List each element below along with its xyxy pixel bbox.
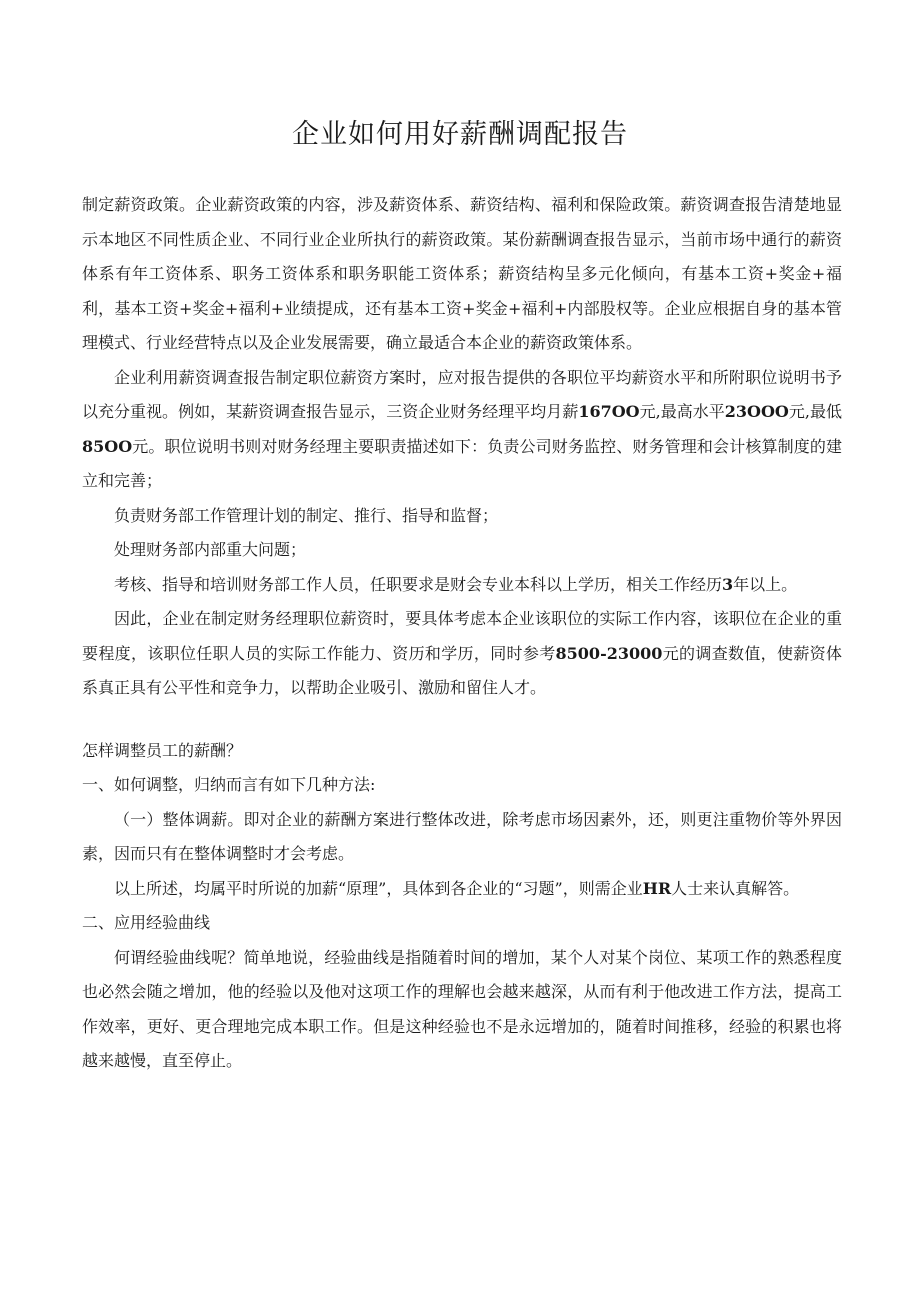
- document-body: [82, 188, 842, 1079]
- paragraph-experience-curve: 何谓经验曲线呢？简单地说，经验曲线是指随着时间的增加，某个人对某个岗位、某项工作的熟悉程度也必然会随之增加，他的经验以及他对这项工作的理解也会越来越深，从而有利于他改进工作方法，提高工作效率，更好、更合理地完成本职工作。但是这种经验也不是永远增加的，随着时间推移，经验的积累也将越来越慢，直至停止。: [82, 947, 842, 1070]
- salary-range-value: 8500-23000: [555, 643, 663, 663]
- section-heading-adjust: 怎样调整员工的薪酬？: [82, 740, 243, 760]
- paragraph-conclusion: [82, 602, 842, 706]
- paragraph-duty-training: [82, 568, 842, 603]
- document-title: 企业如何用好薪酬调配报告: [292, 119, 628, 150]
- experience-years: 3: [722, 574, 734, 594]
- text-segment: 元,最低: [788, 402, 842, 421]
- paragraph-overall-adjustment: （一）整体调薪。即对企业的薪酬方案进行整体改进，除考虑市场因素外，还，则更注重物价等外界因素，因而只有在整体调整时才会考虑。: [82, 809, 842, 863]
- subheading-experience-curve: 二、应用经验曲线: [82, 913, 211, 932]
- paragraph-duty-issues: 处理财务部内部重大问题；: [114, 540, 307, 559]
- paragraph-position-salary: [82, 361, 842, 499]
- hr-term: HR: [642, 878, 672, 898]
- text-segment: 元。职位说明书则对财务经理主要职责描述如下：负责公司财务监控、财务管理和会计核算制度的建立和完善；: [82, 436, 842, 490]
- text-segment: 考核、指导和培训财务部工作人员，任职要求是财会专业本科以上学历，相关工作经历: [114, 574, 723, 594]
- text-segment: 元,最高水平: [639, 402, 725, 421]
- text-segment: 元的调查数值，使薪资体系真正具有公平性和竞争力，以帮助企业吸引、激励和留住人才。: [82, 643, 842, 697]
- max-salary-value: 23OOO: [724, 402, 789, 421]
- text-segment: 人士来认真解答。: [671, 878, 800, 898]
- text-segment: 以上所述，均属平时所说的加薪“原理”，具体到各企业的“习题”，则需企业: [114, 878, 643, 898]
- text-segment: 因此，企业在制定财务经理职位薪资时，要具体考虑本企业该职位的实际工作内容，该职位在企业的重要程度，该职位任职人员的实际工作能力、资历和学历，同时参考: [82, 609, 842, 663]
- min-salary-value: 85OO: [82, 436, 133, 456]
- avg-salary-value: 167OO: [578, 402, 640, 421]
- paragraph-duty-plan: 负责财务部工作管理计划的制定、推行、指导和监督；: [114, 505, 499, 525]
- text-segment: 企业利用薪资调查报告制定职位薪资方案时，应对报告提供的各职位平均薪资水平和所附职位说明书予以充分重视。例如，某薪资调查报告显示，三资企业财务经理平均月薪: [82, 367, 842, 421]
- paragraph-summary: [82, 872, 842, 907]
- paragraph-salary-policy: 制定薪资政策。企业薪资政策的内容，涉及薪资体系、薪资结构、福利和保险政策。薪资调查报告清楚地显示本地区不同性质企业、不同行业企业所执行的薪资政策。某份薪酬调查报告显示，当前市场中通行的薪资体系有年工资体系、职务工资体系和职务职能工资体系；薪资结构呈多元化倾向，有基本工资+奖金+福利，基本工资+奖金+福利+业绩提成，还有基本工资+奖金+福利+内部股权等。企业应根据自身的基本管理模式、行业经营特点以及企业发展需要，确立最适合本企业的薪资政策体系。: [82, 195, 842, 352]
- text-segment: 年以上。: [733, 574, 798, 594]
- subheading-methods: 一、如何调整，归纳而言有如下几种方法:: [82, 775, 376, 794]
